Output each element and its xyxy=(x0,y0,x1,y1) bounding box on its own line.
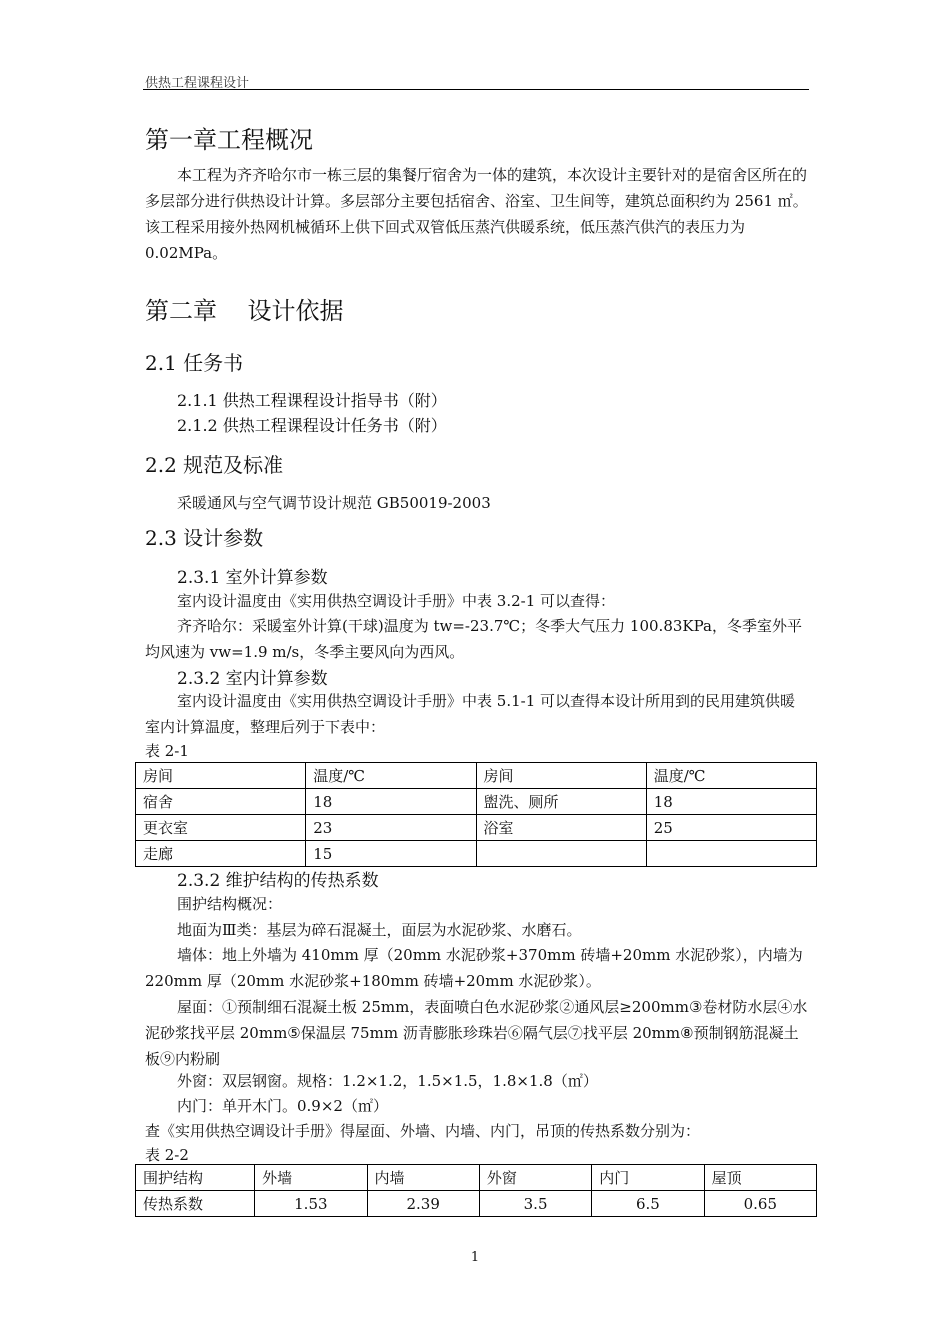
table-row xyxy=(136,789,817,815)
table-cell: 25 xyxy=(646,815,816,841)
item-2-1-1: 2.1.1 供热工程课程设计指导书（附） xyxy=(177,391,447,410)
table-row xyxy=(136,1165,817,1191)
table-cell: 内门 xyxy=(592,1165,704,1191)
table-cell: 18 xyxy=(646,789,816,815)
table-cell: 温度/℃ xyxy=(646,763,816,789)
table-cell: 走廊 xyxy=(136,841,306,867)
section-2-1-title: 2.1 任务书 xyxy=(145,351,244,375)
floor-line: 地面为Ⅲ类：基层为碎石混凝土，面层为水泥砂浆、水磨石。 xyxy=(177,921,582,939)
table-cell: 屋顶 xyxy=(704,1165,816,1191)
table-cell: 6.5 xyxy=(592,1191,704,1217)
table-cell: 15 xyxy=(306,841,476,867)
table-cell: 1.53 xyxy=(255,1191,367,1217)
table-cell: 18 xyxy=(306,789,476,815)
subsection-2-3-1-title: 2.3.1 室外计算参数 xyxy=(177,568,328,588)
table-cell: 温度/℃ xyxy=(306,763,476,789)
chapter1-paragraph: 本工程为齐齐哈尔市一栋三层的集餐厅宿舍为一体的建筑，本次设计主要针对的是宿舍区所在的多层部分进行供热设计计算。多层部分主要包括宿舍、浴室、卫生间等，建筑总面积约为 2561 ㎡。该工程采用接外热网机械循环上供下回式双管低压蒸汽供暖系统，低压蒸汽供汽的表压力为 0.02MPa。 xyxy=(145,166,808,262)
table-cell xyxy=(476,841,646,867)
table-row xyxy=(136,815,817,841)
section-2-3-title: 2.3 设计参数 xyxy=(145,526,264,550)
table2-caption: 表 2-2 xyxy=(145,1146,189,1164)
page-number: 1 xyxy=(470,1250,480,1265)
subsection-2-3-2-title: 2.3.2 室内计算参数 xyxy=(177,669,328,689)
door-line: 内门：单开木门。0.9×2（㎡） xyxy=(177,1097,388,1115)
table-cell xyxy=(646,841,816,867)
item-2-1-2: 2.1.2 供热工程课程设计任务书（附） xyxy=(177,416,447,435)
window-line: 外窗：双层钢窗。规格：1.2×1.2，1.5×1.5，1.8×1.8（㎡） xyxy=(177,1072,598,1090)
table-cell: 房间 xyxy=(476,763,646,789)
chapter1-title: 第一章工程概况 xyxy=(145,126,313,154)
roof-paragraph: 屋面：①预制细石混凝土板 25mm，表面喷白色水泥砂浆②通风层≥200mm③卷材防水层④水泥砂浆找平层 20mm⑤保温层 75mm 沥青膨胀珍珠岩⑥隔气层⑦找平层 20mm⑧预制钢筋混凝土板⑨内粉刷 xyxy=(145,998,808,1068)
table-cell: 23 xyxy=(306,815,476,841)
heat-transfer-coefficient-table xyxy=(135,1164,817,1217)
table-cell: 房间 xyxy=(136,763,306,789)
table-cell: 围护结构 xyxy=(136,1165,255,1191)
table-row xyxy=(136,763,817,789)
table-cell: 外窗 xyxy=(479,1165,591,1191)
table-cell: 2.39 xyxy=(367,1191,479,1217)
table-cell: 内墙 xyxy=(367,1165,479,1191)
section-2-2-title: 2.2 规范及标准 xyxy=(145,453,284,477)
table-cell: 宿舍 xyxy=(136,789,306,815)
wall-paragraph: 墙体：地上外墙为 410mm 厚（20mm 水泥砂浆+370mm 砖墙+20mm 水泥砂浆），内墙为 220mm 厚（20mm 水泥砂浆+180mm 砖墙+20mm 水泥砂浆）。 xyxy=(145,946,803,990)
table-cell: 浴室 xyxy=(476,815,646,841)
table1-caption: 表 2-1 xyxy=(145,742,189,760)
subsection-2-3-2b-title: 2.3.2 维护结构的传热系数 xyxy=(177,871,379,891)
table-cell: 传热系数 xyxy=(136,1191,255,1217)
running-header: 供热工程课程设计 xyxy=(145,76,250,91)
outdoor-params-paragraph: 齐齐哈尔：采暖室外计算(干球)温度为 tw=-23.7℃；冬季大气压力 100.83KPa，冬季室外平均风速为 vw=1.9 m/s，冬季主要风向为西风。 xyxy=(145,617,802,661)
table-cell: 更衣室 xyxy=(136,815,306,841)
table-cell: 3.5 xyxy=(479,1191,591,1217)
indoor-params-paragraph: 室内设计温度由《实用供热空调设计手册》中表 5.1-1 可以查得本设计所用到的民用建筑供暖室内计算温度，整理后列于下表中： xyxy=(145,692,796,736)
chapter2-title: 第二章 设计依据 xyxy=(145,297,344,325)
table-row xyxy=(136,841,817,867)
table-cell: 盥洗、厕所 xyxy=(476,789,646,815)
standard-text: 采暖通风与空气调节设计规范 GB50019-2003 xyxy=(177,494,491,512)
table-cell: 0.65 xyxy=(704,1191,816,1217)
outdoor-source-line: 室内设计温度由《实用供热空调设计手册》中表 3.2-1 可以查得： xyxy=(177,592,616,610)
table-row xyxy=(136,1191,817,1217)
indoor-temperature-table xyxy=(135,762,817,867)
header-rule xyxy=(143,89,809,90)
lookup-line: 查《实用供热空调设计手册》得屋面、外墙、内墙、内门，吊顶的传热系数分别为： xyxy=(145,1122,701,1140)
table-cell: 外墙 xyxy=(255,1165,367,1191)
enclosure-overview-line: 围护结构概况： xyxy=(177,895,283,913)
